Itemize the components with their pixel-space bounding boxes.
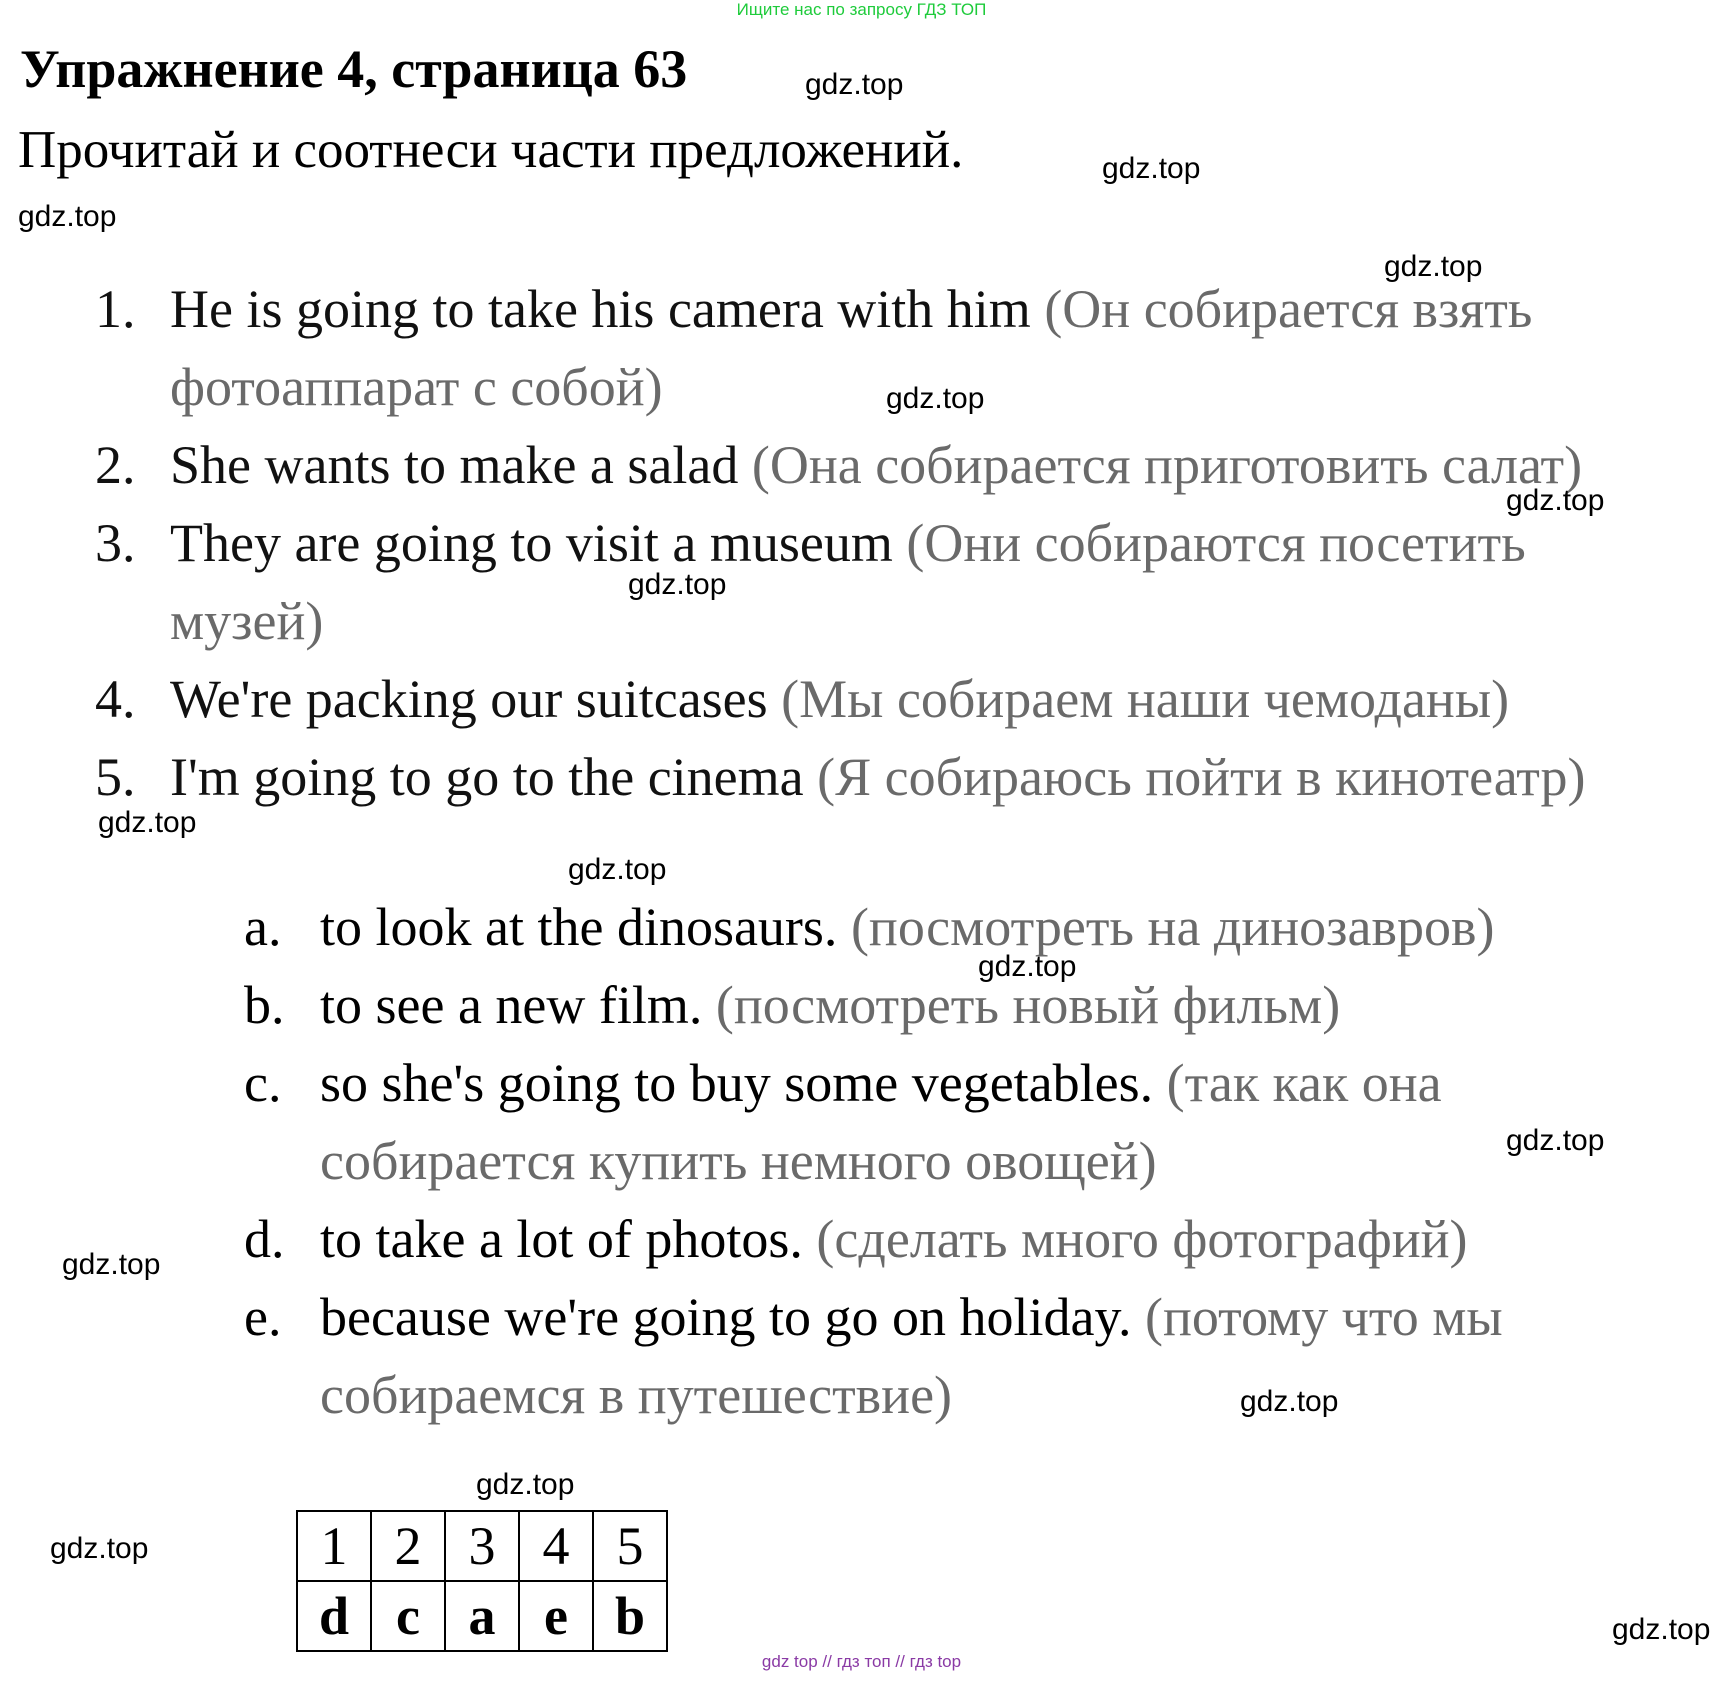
list-item-text <box>170 434 1582 496</box>
ending-russian-continuation: собираемся в путешествие) <box>320 1365 953 1425</box>
ending-english: to look at the dinosaurs. <box>320 897 838 957</box>
list-item <box>95 278 136 340</box>
item-russian: (Она собирается приготовить салат) <box>751 435 1583 495</box>
answer-cell-number: 3 <box>445 1511 519 1581</box>
ending-english: to see a new film. <box>320 975 703 1035</box>
item-russian-continuation: музей) <box>170 591 324 651</box>
watermark: gdz.top <box>62 1248 161 1281</box>
answer-cell-letter: d <box>297 1581 371 1651</box>
watermark: gdz.top <box>1506 484 1605 517</box>
ending-russian-continuation: собирается купить немного овощей) <box>320 1131 1157 1191</box>
item-english: I'm going to go to the cinema <box>170 747 804 807</box>
list-item <box>95 512 136 574</box>
ending-letter: a. <box>244 897 282 957</box>
item-number: 1. <box>95 279 136 339</box>
item-number: 3. <box>95 513 136 573</box>
watermark: gdz.top <box>568 853 667 886</box>
answer-cell-letter: b <box>593 1581 667 1651</box>
instruction-text: Прочитай и соотнеси части предложений. <box>18 121 964 179</box>
item-english: He is going to take his camera with him <box>170 279 1031 339</box>
watermark: gdz.top <box>1102 152 1201 185</box>
answer-cell-number: 1 <box>297 1511 371 1581</box>
watermark: gdz.top <box>1612 1613 1711 1646</box>
watermark: gdz.top <box>98 806 197 839</box>
ending-letter: e. <box>244 1287 282 1347</box>
ending-letter: c. <box>244 1053 282 1113</box>
watermark: gdz.top <box>476 1468 575 1501</box>
answer-cell-number: 5 <box>593 1511 667 1581</box>
watermark: gdz.top <box>1506 1124 1605 1157</box>
footer-watermark: gdz top // гдз топ // гдз top <box>761 1652 962 1671</box>
list-item-text <box>170 746 1586 808</box>
watermark: gdz.top <box>628 568 727 601</box>
page-title: Упражнение 4, страница 63 <box>20 39 688 99</box>
watermark: gdz.top <box>805 68 904 101</box>
answer-table <box>296 1510 668 1652</box>
item-russian: (Я собираюсь пойти в кинотеатр) <box>817 747 1586 807</box>
ending-english: because we're going to go on holiday. <box>320 1287 1132 1347</box>
answer-cell-letter: c <box>371 1581 445 1651</box>
ending-russian: (потому что мы <box>1145 1287 1503 1347</box>
ending-letter: b. <box>244 975 285 1035</box>
watermark: gdz.top <box>1240 1385 1339 1418</box>
ending-russian: (посмотреть на динозавров) <box>850 897 1495 957</box>
item-number: 2. <box>95 435 136 495</box>
ending-item <box>320 896 1494 958</box>
watermark: gdz.top <box>50 1532 149 1565</box>
item-russian: (Он собирается взять <box>1044 279 1533 339</box>
ending-english: to take a lot of photos. <box>320 1209 803 1269</box>
ending-item <box>320 1208 1467 1270</box>
list-item-text <box>170 668 1509 730</box>
item-english: They are going to visit a museum <box>170 513 893 573</box>
item-english: We're packing our suitcases <box>170 669 768 729</box>
answer-cell-letter: e <box>519 1581 593 1651</box>
answer-row-numbers <box>297 1511 667 1581</box>
ending-russian: (сделать много фотографий) <box>816 1209 1468 1269</box>
item-number: 4. <box>95 669 136 729</box>
ending-item <box>320 1052 1442 1114</box>
top-banner: Ищите нас по запросу ГДЗ ТОП <box>736 0 987 19</box>
answer-cell-number: 4 <box>519 1511 593 1581</box>
watermark: gdz.top <box>18 200 117 233</box>
answer-cell-number: 2 <box>371 1511 445 1581</box>
item-english: She wants to make a salad <box>170 435 739 495</box>
ending-letter: d. <box>244 1209 285 1269</box>
answer-cell-letter: a <box>445 1581 519 1651</box>
item-russian: (Они собираются посетить <box>906 513 1526 573</box>
list-item-text <box>170 512 1526 574</box>
list-item-text <box>170 278 1532 340</box>
watermark: gdz.top <box>978 950 1077 983</box>
list-item <box>95 434 136 496</box>
ending-russian: (так как она <box>1166 1053 1442 1113</box>
item-number: 5. <box>95 747 136 807</box>
list-item <box>95 746 136 808</box>
ending-english: so she's going to buy some vegetables. <box>320 1053 1154 1113</box>
ending-item <box>320 1286 1503 1348</box>
list-item <box>95 668 136 730</box>
watermark: gdz.top <box>886 382 985 415</box>
answer-row-letters <box>297 1581 667 1651</box>
item-russian-continuation: фотоаппарат с собой) <box>170 357 663 417</box>
ending-item <box>320 974 1340 1036</box>
ending-russian: (посмотреть новый фильм) <box>715 975 1341 1035</box>
item-russian: (Мы собираем наши чемоданы) <box>781 669 1510 729</box>
watermark: gdz.top <box>1384 250 1483 283</box>
